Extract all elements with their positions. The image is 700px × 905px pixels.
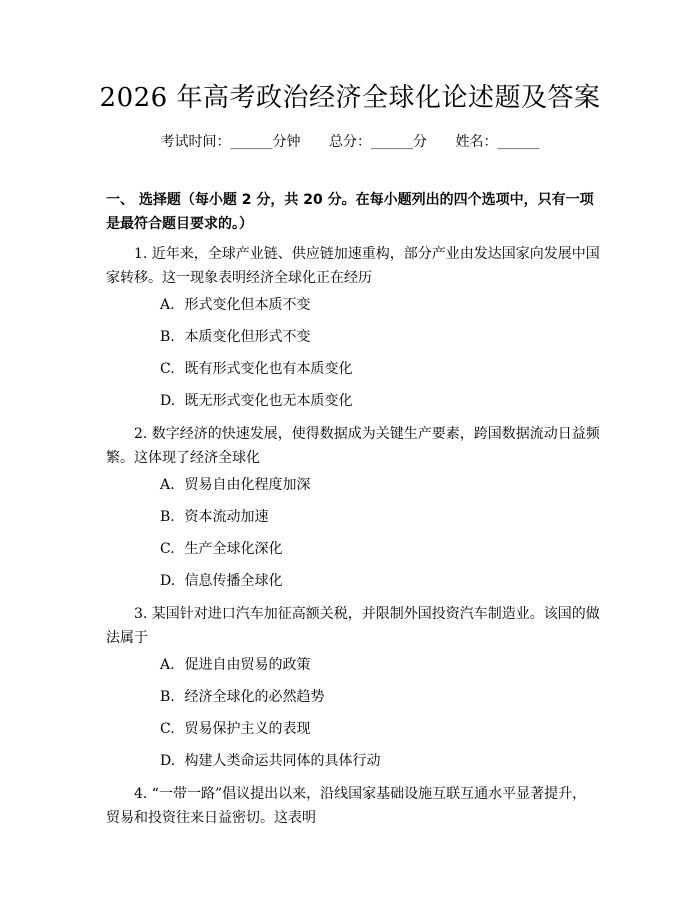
exam-meta-row (0, 132, 700, 152)
question-stem: 2. 数字经济的快速发展，使得数据成为关键生产要素，跨国数据流动日益频繁。这体现了经济全球化 (106, 426, 600, 466)
option-text: 形式变化但本质不变 (184, 297, 311, 313)
option-letter: D. (160, 753, 176, 769)
option-letter: B. (160, 689, 175, 705)
question-stem: 3. 某国针对进口汽车加征高额关税，并限制外国投资汽车制造业。该国的做法属于 (106, 606, 600, 646)
section-heading-choice: 一、 选择题（每小题 2 分，共 20 分。在每小题列出的四个选项中，只有一项是最符合题目要求的。） (106, 192, 594, 232)
option-letter: C. (160, 361, 175, 377)
option-text: 既有形式变化也有本质变化 (184, 361, 353, 377)
question-option (160, 507, 268, 527)
question-option (160, 539, 282, 559)
question-option (160, 687, 324, 707)
option-letter: A. (160, 477, 175, 493)
option-letter: A. (160, 297, 175, 313)
question-option (160, 571, 282, 591)
question-stem: 4. “一带一路”倡议提出以来，沿线国家基础设施互联互通水平显著提升，贸易和投资往来日益密切。这表明 (106, 786, 587, 826)
question-option (160, 655, 310, 675)
option-letter: C. (160, 721, 175, 737)
option-letter: A. (160, 657, 175, 673)
total-score-field: 总分：______分 (329, 134, 427, 150)
option-text: 经济全球化的必然趋势 (184, 689, 325, 705)
question-option (160, 359, 352, 379)
option-text: 构建人类命运共同体的具体行动 (184, 753, 381, 769)
student-name-field: 姓名：______ (455, 134, 540, 150)
option-text: 既无形式变化也无本质变化 (184, 393, 353, 409)
question-option (160, 295, 310, 315)
option-letter: B. (160, 329, 175, 345)
question-stem: 1. 近年来，全球产业链、供应链加速重构，部分产业由发达国家向发展中国家转移。这一现象表明经济全球化正在经历 (106, 246, 600, 286)
exam-time-field: 考试时间：______分钟 (160, 134, 301, 150)
option-text: 生产全球化深化 (184, 541, 283, 557)
option-text: 资本流动加速 (184, 509, 269, 525)
option-letter: D. (160, 393, 176, 409)
question-option (160, 391, 352, 411)
page-title: 2026 年高考政治经济全球化论述题及答案 (99, 83, 601, 113)
option-text: 贸易保护主义的表现 (184, 721, 311, 737)
option-text: 促进自由贸易的政策 (184, 657, 311, 673)
option-text: 信息传播全球化 (184, 573, 283, 589)
option-letter: D. (160, 573, 176, 589)
question-option (160, 751, 380, 771)
option-letter: B. (160, 509, 175, 525)
option-text: 本质变化但形式不变 (184, 329, 311, 345)
question-option (160, 475, 310, 495)
option-text: 贸易自由化程度加深 (184, 477, 311, 493)
question-option (160, 719, 310, 739)
question-option (160, 327, 310, 347)
option-letter: C. (160, 541, 175, 557)
